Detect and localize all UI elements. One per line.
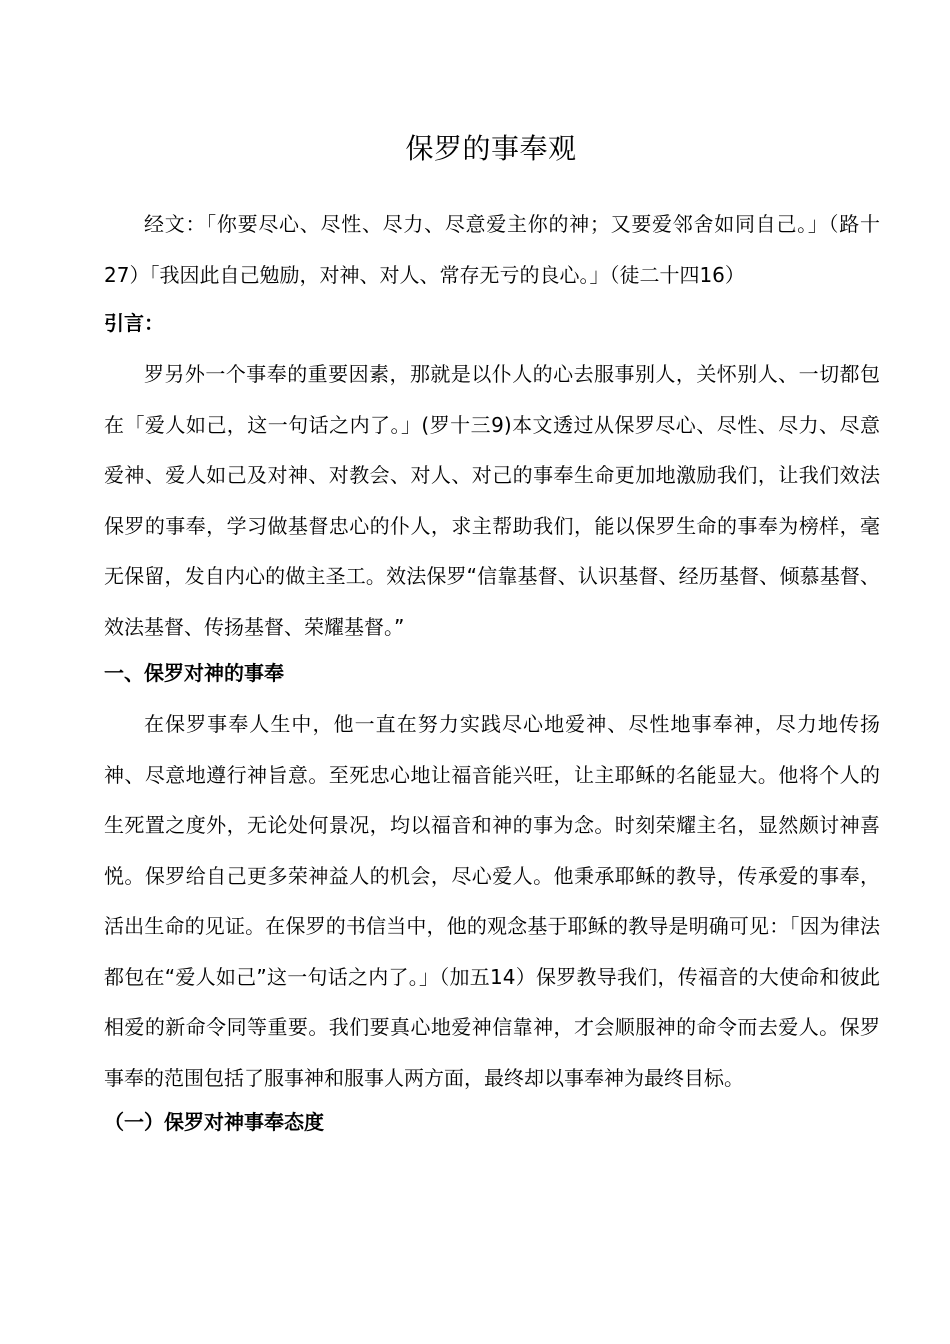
intro-heading: 引言： — [104, 311, 164, 335]
section-heading: 一、保罗对神的事奉 — [104, 661, 284, 685]
subsection-heading: （一）保罗对神事奉态度 — [104, 1110, 324, 1134]
page-title: 保罗的事奉观 — [405, 132, 577, 165]
intro-paragraph: 罗另外一个事奉的重要因素，那就是以仆人的心去服事别人，关怀别人、一切都包在「爱人如己，这一句话之内了。」(罗十三9)本文透过从保罗尽心、尽性、尽力、尽意爱神、爱人如己及对神、对教会、对人、对己的事奉生命更加地激励我们，让我们效法保罗的事奉，学习做基督忠心的仆人，求主帮助我们，能以保罗生命的事奉为榜样，毫无保留，发自内心的做主圣工。效法保罗“信靠基督、认识基督、经历基督、倾慕基督、效法基督、传扬基督、荣耀基督。” — [104, 362, 880, 639]
section-paragraph: 在保罗事奉人生中，他一直在努力实践尽心地爱神、尽性地事奉神，尽力地传扬神、尽意地遵行神旨意。至死忠心地让福音能兴旺，让主耶稣的名能显大。他将个人的生死置之度外，无论处何景况，均以福音和神的事为念。时刻荣耀主名，显然颇讨神喜悦。保罗给自己更多荣神益人的机会，尽心爱人。他秉承耶稣的教导，传承爱的事奉，活出生命的见证。在保罗的书信当中，他的观念基于耶稣的教导是明确可见：「因为律法都包在“爱人如己”这一句话之内了。」（加五14）保罗教导我们，传福音的大使命和彼此相爱的新命令同等重要。我们要真心地爱神信靠神，才会顺服神的命令而去爱人。保罗事奉的范围包括了服事神和服事人两方面，最终却以事奉神为最终目标。 — [104, 712, 880, 1090]
scripture-paragraph: 经文：「你要尽心、尽性、尽力、尽意爱主你的神；又要爱邻舍如同自己。」（路十27）「我因此自己勉励，对神、对人、常存无亏的良心。」（徒二十四16） — [104, 212, 880, 287]
